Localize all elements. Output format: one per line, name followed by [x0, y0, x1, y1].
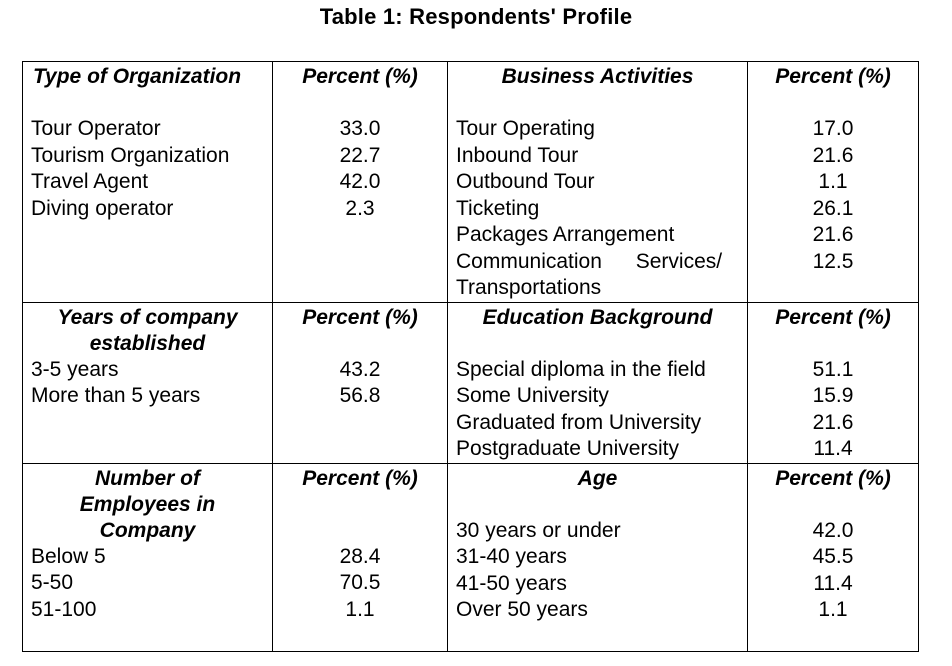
list-item: 3-5 years	[31, 357, 119, 381]
table-row	[23, 302, 919, 463]
list-item: Travel Agent	[31, 170, 149, 193]
percent-value: 1.1	[818, 598, 848, 621]
column-header: Percent (%)	[775, 65, 891, 88]
column-header: Age	[577, 466, 618, 490]
percent-value: 17.0	[812, 117, 854, 140]
list-item: Over 50 years	[456, 598, 588, 621]
list-item: Tour Operating	[456, 117, 595, 140]
table-caption: Table 1: Respondents' Profile	[319, 4, 633, 29]
percent-value: 42.0	[339, 170, 381, 193]
column-header: Company	[99, 518, 196, 542]
column-header: Employees in	[79, 492, 216, 516]
list-item: Outbound Tour	[456, 170, 595, 193]
percent-value: 12.5	[812, 249, 854, 273]
employees-percent-cell	[273, 463, 448, 651]
column-header: Number of	[95, 466, 200, 490]
percent-value: 45.5	[812, 545, 854, 568]
percent-value: 70.5	[339, 571, 381, 594]
percent-value: 11.4	[813, 437, 853, 460]
percent-value: 42.0	[812, 518, 854, 542]
table-row	[23, 62, 919, 303]
column-header: established	[89, 331, 206, 355]
list-item: Communication Services/	[456, 249, 723, 273]
list-item: Packages Arrangement	[456, 223, 675, 246]
organization-type-cell	[23, 62, 273, 303]
education-percent-cell	[748, 302, 919, 463]
percent-value: 15.9	[812, 384, 854, 407]
percent-value: 1.1	[345, 597, 375, 621]
list-item: Postgraduate University	[456, 437, 679, 460]
percent-value: 56.8	[339, 384, 381, 407]
percent-value: 26.1	[812, 196, 854, 220]
list-item: Inbound Tour	[456, 143, 579, 167]
column-header: Business Activities	[501, 65, 694, 88]
list-item: Diving operator	[31, 196, 174, 220]
percent-value: 43.2	[339, 357, 381, 381]
list-item: 31-40 years	[456, 545, 567, 568]
list-item: Tour Operator	[31, 117, 161, 140]
percent-value: 51.1	[812, 357, 854, 381]
list-item: Transportations	[456, 276, 602, 299]
column-header: Education Background	[482, 305, 713, 329]
percent-value: 33.0	[339, 117, 381, 140]
business-percent-cell	[748, 62, 919, 303]
percent-value: 11.4	[813, 571, 853, 595]
percent-value: 2.3	[345, 196, 375, 220]
column-header: Percent (%)	[302, 466, 418, 490]
years-established-cell	[23, 302, 273, 463]
age-cell	[448, 463, 748, 651]
respondents-profile-table	[22, 61, 919, 652]
percent-value: 21.6	[812, 410, 854, 434]
employees-cell	[23, 463, 273, 651]
years-percent-cell	[273, 302, 448, 463]
education-background-cell	[448, 302, 748, 463]
percent-value: 1.1	[818, 170, 848, 193]
list-item: 5-50	[31, 571, 74, 594]
list-item: Below 5	[31, 544, 106, 568]
percent-value: 21.6	[812, 223, 854, 246]
business-activities-cell	[448, 62, 748, 303]
list-item: Tourism Organization	[31, 143, 230, 167]
column-header: Percent (%)	[775, 305, 891, 329]
list-item: 51-100	[31, 597, 97, 621]
list-item: More than 5 years	[31, 384, 201, 407]
column-header: Percent (%)	[302, 305, 418, 329]
organization-percent-cell	[273, 62, 448, 303]
age-percent-cell	[748, 463, 919, 651]
percent-value: 28.4	[339, 544, 381, 568]
column-header: Years of company	[57, 305, 238, 329]
list-item: Ticketing	[456, 196, 540, 220]
table-row	[23, 463, 919, 651]
percent-value: 21.6	[812, 143, 854, 167]
list-item: Graduated from University	[456, 410, 702, 434]
column-header: Type of Organization	[33, 65, 242, 88]
list-item: Some University	[456, 384, 609, 407]
list-item: 30 years or under	[456, 518, 621, 542]
column-header: Percent (%)	[775, 466, 891, 490]
column-header: Percent (%)	[302, 65, 418, 88]
list-item: Special diploma in the field	[456, 357, 706, 381]
percent-value: 22.7	[339, 143, 381, 167]
list-item: 41-50 years	[456, 571, 567, 595]
